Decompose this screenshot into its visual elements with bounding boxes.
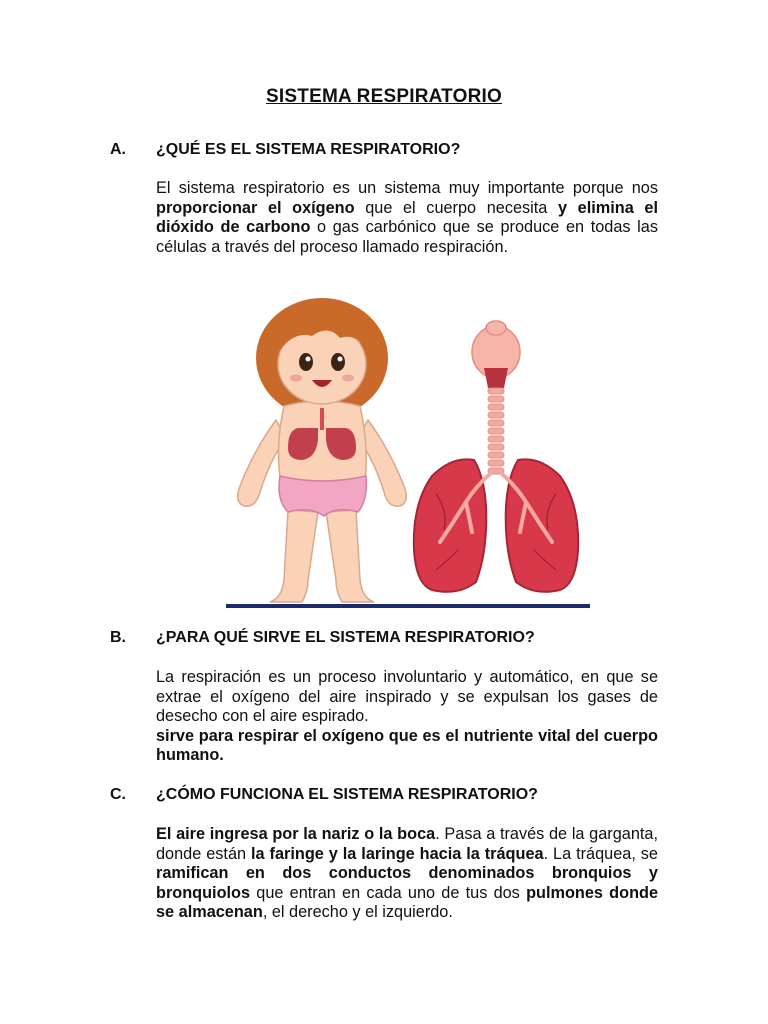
section-a-letter: A. [110, 141, 126, 158]
child-figure-icon [238, 298, 407, 602]
section-b-heading [110, 629, 535, 647]
section-b-letter: B. [110, 629, 126, 646]
image-baseline [226, 604, 590, 608]
section-a-bold-2: y elimina el dióxido de carbono [156, 198, 658, 237]
section-c-bold-1: El aire ingresa por la nariz o la boca [156, 825, 436, 843]
section-b-bold-1: sirve para respirar el oxígeno que es el nutriente vital del cuerpo humano. [156, 726, 658, 765]
section-c-letter: C. [110, 786, 126, 803]
respiratory-illustration [226, 280, 590, 610]
section-b-paragraph [156, 668, 658, 766]
section-c-text-4: , el derecho y el izquierdo. [262, 903, 453, 922]
section-c-bold-4: pulmones donde se almacenan [156, 883, 659, 922]
section-a-text-3: o gas carbónico que se produce en todas las células a través del proceso llamado respiración. [156, 218, 658, 256]
section-c-text-1: . Pasa a través de la garganta, donde están [156, 825, 658, 863]
page-title: SISTEMA RESPIRATORIO [266, 86, 502, 107]
section-a-paragraph [156, 179, 658, 257]
section-b-title: ¿PARA QUÉ SIRVE EL SISTEMA RESPIRATORIO? [156, 629, 535, 646]
section-c-bold-2: la faringe y la laringe hacia la tráquea [251, 844, 544, 863]
section-a-bold-1: proporcionar el oxígeno [156, 198, 355, 217]
section-c-paragraph [156, 825, 658, 923]
section-c-text-3: que entran en cada uno de tus dos [250, 883, 527, 902]
section-c-title: ¿CÓMO FUNCIONA EL SISTEMA RESPIRATORIO? [156, 786, 538, 803]
section-a-title: ¿QUÉ ES EL SISTEMA RESPIRATORIO? [156, 141, 461, 158]
section-a-text-2: que el cuerpo necesita [354, 198, 558, 217]
section-a-text-1: El sistema respiratorio es un sistema muy importante porque nos [156, 179, 658, 197]
lungs-icon [414, 321, 578, 592]
section-c-bold-3: ramifican en dos conductos denominados bronquios y bronquiolos [156, 864, 658, 902]
section-a-heading [110, 141, 460, 159]
section-c-heading [110, 786, 538, 804]
section-c-text-2: . La tráquea, se [543, 844, 658, 863]
section-b-text-1: La respiración es un proceso involuntario y automático, en que se extrae el oxígeno del aire inspirado y se expulsan los gases de desecho con el aire espirado. [156, 668, 658, 726]
